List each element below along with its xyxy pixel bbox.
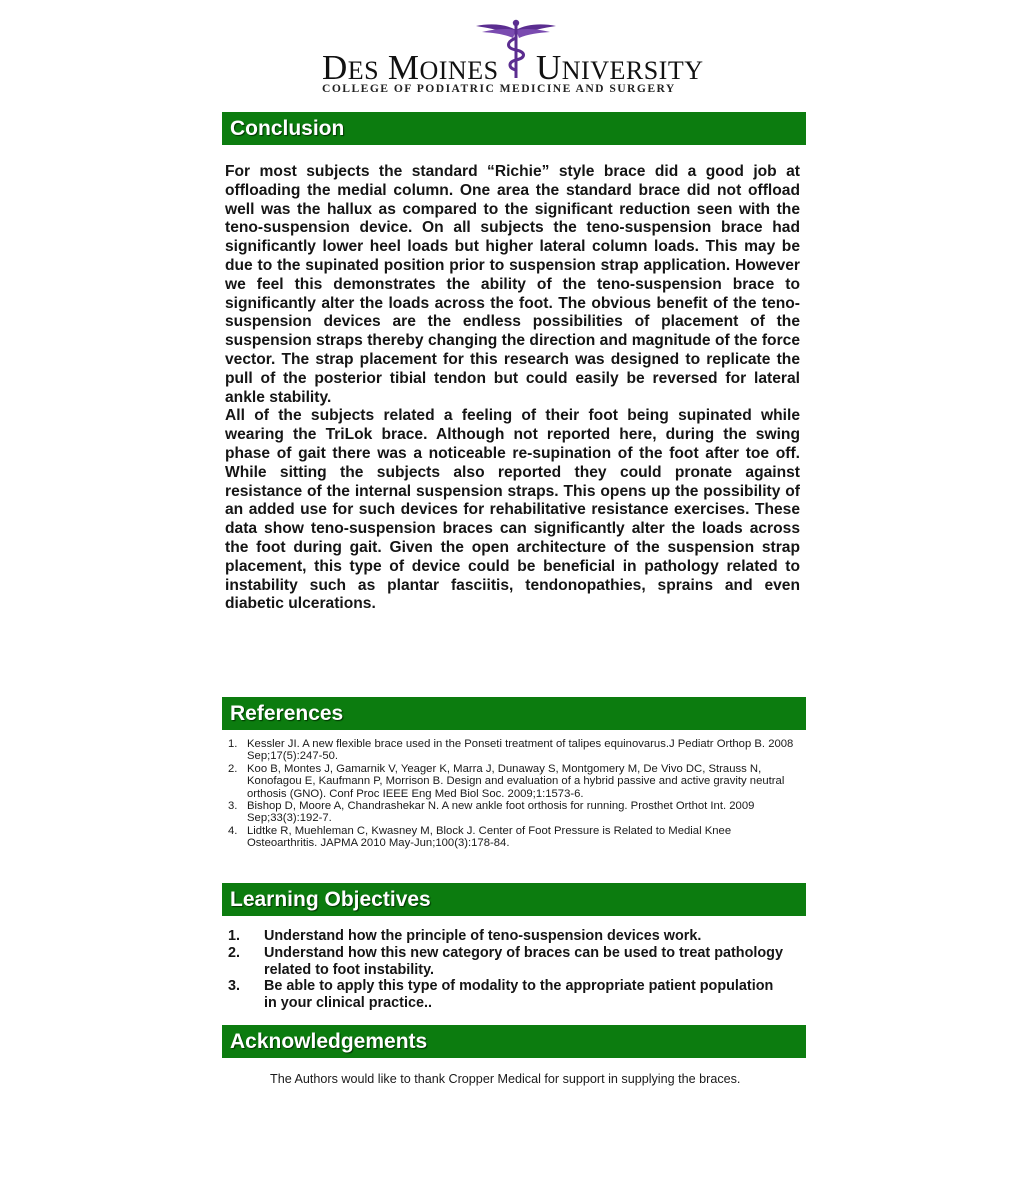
learning-objectives-list [228, 928, 788, 1012]
acknowledgements-header: Acknowledgements [222, 1025, 806, 1058]
reference-item: 3. Bishop D, Moore A, Chandrashekar N. A new ankle foot orthosis for running. Prosthet Orthot Int. 2009 Sep;33(3):192-7. [228, 800, 755, 825]
acknowledgements-text: The Authors would like to thank Cropper Medical for support in supplying the braces. [270, 1072, 741, 1086]
logo-subtitle: COLLEGE OF PODIATRIC MEDICINE AND SURGERY [322, 82, 676, 95]
conclusion-header: Conclusion [222, 112, 806, 145]
university-logo [0, 18, 1024, 100]
reference-item: 4. Lidtke R, Muehleman C, Kwasney M, Block J. Center of Foot Pressure is Related to Medial Knee Osteoarthritis. JAPMA 2010 May-Jun;100(3):178-84. [228, 824, 732, 850]
objective-item: 2. Understand how this new category of braces can be used to treat pathology related to foot instability. [228, 944, 783, 978]
reference-item: 1. Kessler JI. A new flexible brace used in the Ponseti treatment of talipes equinovarus.J Pediatr Orthop B. 2008 Sep;17(5):247-50. [228, 738, 794, 763]
objective-item: 3. Be able to apply this type of modality to the appropriate patient population in your clinical practice.. [228, 978, 774, 1012]
objective-item: 1. Understand how the principle of teno-suspension devices work. [228, 928, 702, 944]
references-list [226, 738, 800, 850]
conclusion-body [225, 163, 800, 614]
learning-objectives-header: Learning Objectives [222, 883, 806, 916]
conclusion-paragraph: For most subjects the standard “Richie” style brace did a good job at offloading the medial column. One area the standard brace did not offload well was the hallux as compared to the significant reduction seen with the teno-suspension device. On all subjects the teno-suspension brace had significantly lower heel loads but higher lateral column loads. This may be due to the supinated position prior to suspension strap application. However we feel this demonstrates the ability of the teno-suspension brace to significantly alter the loads across the foot. The obvious benefit of the teno-suspension devices are the endless possibilities of placement of the suspension straps thereby changing the direction and magnitude of the force vector. The strap placement for this research was designed to replicate the pull of the posterior tibial tendon but could easily be reversed for lateral ankle stability. [225, 163, 800, 406]
logo-name-right: UNIVERSITY [536, 48, 704, 87]
reference-item: 2. Koo B, Montes J, Gamarnik V, Yeager K, Marra J, Dunaway S, Montgomery M, De Vivo DC, Strauss N, Konofagou E, Kaufmann P, Morrison B. Design and evaluation of a hybrid passive and active gravity neutral orthosis (GNO). Conf Proc IEEE Eng Med Biol Soc. 2009;1:1573-6. [228, 762, 785, 800]
references-header: References [222, 697, 806, 730]
conclusion-paragraph: All of the subjects related a feeling of their foot being supinated while wearing the TriLok brace. Although not reported here, during the swing phase of gait there was a noticeable re-supination of the foot after toe off. While sitting the subjects also reported they could pronate against resistance of the internal suspension straps. This opens up the possibility of an added use for such devices for rehabilitative resistance exercises. These data show teno-suspension braces can significantly alter the loads across the foot during gait. Given the open architecture of the suspension strap placement, this type of device could be beneficial in pathology related to instability such as plantar fasciitis, tendonopathies, sprains and even diabetic ulcerations. [225, 407, 800, 613]
logo-name-left: DES MOINES [322, 48, 499, 87]
